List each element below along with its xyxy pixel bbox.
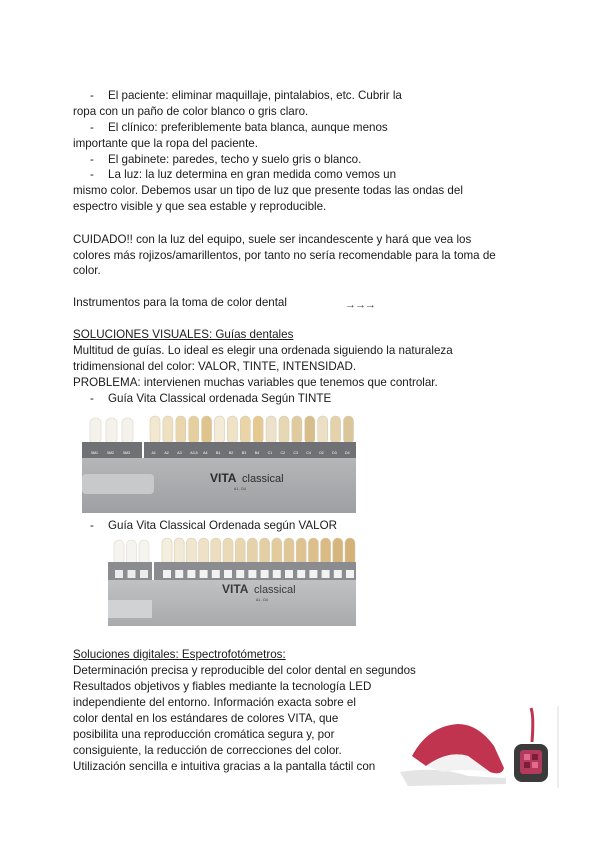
shade-guide-value-image	[108, 536, 358, 628]
shade-tab	[176, 416, 186, 444]
shade-code: A4	[203, 451, 208, 455]
paragraph-line: Multitud de guías. Lo ideal es elegir una ordenada siguiendo la naturaleza	[73, 344, 453, 357]
guide-sub: A1 - D4	[256, 598, 268, 602]
shade-tab	[174, 538, 184, 566]
shade-tab	[260, 538, 270, 566]
shade-tab	[331, 416, 341, 444]
left-tab-holder	[82, 442, 142, 458]
shade-tab	[272, 538, 282, 566]
shade-slot	[248, 570, 256, 578]
shade-slot	[163, 570, 171, 578]
list-item-continuation: espectro visible y que sea estable y reproducible.	[73, 200, 327, 213]
list-item: - El gabinete: paredes, techo y suelo gris o blanco.	[90, 153, 362, 166]
shade-slot	[334, 570, 342, 578]
shade-tab	[106, 418, 117, 444]
guide-brand: VITA	[210, 471, 237, 485]
shade-code: D2	[319, 451, 324, 455]
shade-slot	[200, 570, 208, 578]
shade-tab	[202, 416, 212, 444]
shade-tab	[163, 416, 173, 444]
list-item: - Guía Vita Classical ordenada Según TINTE	[90, 392, 332, 405]
shade-code: D3	[332, 451, 337, 455]
list-item: - El paciente: eliminar maquillaje, pintalabios, etc. Cubrir la	[90, 89, 402, 102]
shade-tab	[215, 416, 225, 444]
shade-code: C2	[280, 451, 286, 455]
shade-tab	[292, 416, 302, 444]
warning-line: CUIDADO!! con la luz del equipo, suele ser incandescente y hará que vea los	[73, 233, 472, 246]
paragraph-line: consiguiente, la reducción de correcciones del color.	[73, 744, 342, 757]
guide-handle	[108, 600, 152, 618]
main-tab-holder	[144, 442, 356, 458]
shade-guide-tint-image	[82, 412, 358, 515]
paragraph-line: posibilita una reproducción cromática segura y, por	[73, 728, 335, 741]
shade-tab	[90, 418, 101, 444]
paragraph-line: Resultados objetivos y fiables mediante la tecnología LED	[73, 680, 372, 693]
list-item: - Guía Vita Classical Ordenada según VALOR	[90, 519, 337, 532]
shade-tab	[296, 538, 306, 566]
shade-code: B2	[228, 451, 234, 455]
shade-slot	[115, 570, 123, 578]
shade-tab	[235, 538, 245, 566]
list-item-continuation: mismo color. Debemos usar un tipo de luz que presente todas las ondas del	[73, 184, 463, 197]
shade-tab	[247, 538, 257, 566]
shade-tab	[122, 418, 133, 444]
shade-tab	[211, 538, 221, 566]
shade-code: B4	[254, 451, 260, 455]
shade-code: D4	[345, 451, 350, 455]
shade-slot	[346, 570, 354, 578]
shade-slot	[224, 570, 232, 578]
shade-tab	[240, 416, 250, 444]
warning-line: colores más rojizos/amarillentos, por tanto no sería recomendable para la toma de	[73, 249, 496, 262]
paragraph-line: color dental en los estándares de colores VITA, que	[73, 712, 339, 725]
guide-brand: VITA	[222, 582, 249, 596]
shade-tab	[333, 538, 343, 566]
list-item-continuation: importante que la ropa del paciente.	[73, 137, 258, 150]
shade-slot	[285, 570, 293, 578]
paragraph-line: Determinación precisa y reproducible del color dental en segundos	[73, 664, 416, 677]
shade-code: 0M2	[107, 451, 114, 455]
shade-tab	[345, 538, 355, 566]
shade-tab	[321, 538, 331, 566]
list-item: - La luz: la luz determina en gran medida como vemos un	[90, 168, 397, 181]
shade-tab	[227, 416, 237, 444]
shade-code: C4	[306, 451, 311, 455]
device-screen	[520, 750, 542, 774]
shade-tab	[189, 416, 199, 444]
spectrophotometer-image	[398, 706, 562, 788]
shade-code: B1	[216, 451, 221, 455]
guide-model: classical	[254, 584, 296, 596]
shade-slot	[128, 570, 136, 578]
shade-slot	[322, 570, 330, 578]
instruments-line: Instrumentos para la toma de color dental	[73, 296, 287, 309]
paragraph-line: Utilización sencilla e intuitiva gracias a la pantalla táctil con	[73, 760, 376, 773]
shade-tab	[266, 416, 276, 444]
list-item: - El clínico: preferiblemente bata blanca, aunque menos	[90, 121, 388, 134]
shade-tab	[162, 538, 172, 566]
paragraph-line: independiente del entorno. Información exacta sobre el	[73, 696, 356, 709]
shade-slot	[273, 570, 281, 578]
shade-code: C3	[293, 451, 299, 455]
shade-tab	[199, 538, 209, 566]
shade-tab	[308, 538, 318, 566]
guide-sub: A1 - D4	[234, 487, 246, 491]
list-item-continuation: ropa con un paño de color blanco o gris claro.	[73, 105, 309, 118]
paragraph-line: PROBLEMA: intervienen muchas variables que tenemos que controlar.	[73, 376, 438, 389]
shade-slot	[187, 570, 195, 578]
shade-slot	[309, 570, 317, 578]
shade-slot	[297, 570, 305, 578]
shade-tab	[150, 416, 160, 444]
shade-code: A3,5	[190, 451, 198, 455]
shade-code: 0M3	[123, 451, 130, 455]
shade-tabs-teeth	[114, 538, 355, 566]
visual-solutions-heading: SOLUCIONES VISUALES: Guías dentales	[73, 328, 294, 341]
paragraph-line: tridimensional del color: VALOR, TINTE, INTENSIDAD.	[73, 360, 357, 373]
arrows-icon: →→→	[345, 299, 375, 311]
guide-handle	[82, 474, 154, 494]
device-tip	[531, 708, 533, 742]
shade-code: A1	[151, 451, 156, 455]
shade-tabs-teeth	[90, 416, 354, 444]
digital-solutions-heading: Soluciones digitales: Espectrofotómetros:	[73, 648, 286, 661]
shade-tab	[186, 538, 196, 566]
shade-tab	[318, 416, 328, 444]
shade-slot	[261, 570, 269, 578]
shade-tab	[223, 538, 233, 566]
shade-code: 0M1	[91, 451, 98, 455]
shade-tab	[279, 416, 289, 444]
shade-tab	[305, 416, 315, 444]
shade-slot	[212, 570, 220, 578]
shade-slot	[236, 570, 244, 578]
shade-code: C1	[267, 451, 273, 455]
shade-slot	[140, 570, 148, 578]
shade-code: B3	[241, 451, 247, 455]
device-base	[400, 770, 506, 786]
shade-tab	[344, 416, 354, 444]
shade-code: A3	[177, 451, 182, 455]
shade-slot	[175, 570, 183, 578]
shade-tab	[253, 416, 263, 444]
shade-code: A2	[164, 451, 169, 455]
warning-line: color.	[73, 264, 101, 277]
guide-model: classical	[242, 473, 284, 485]
shade-tab	[284, 538, 294, 566]
